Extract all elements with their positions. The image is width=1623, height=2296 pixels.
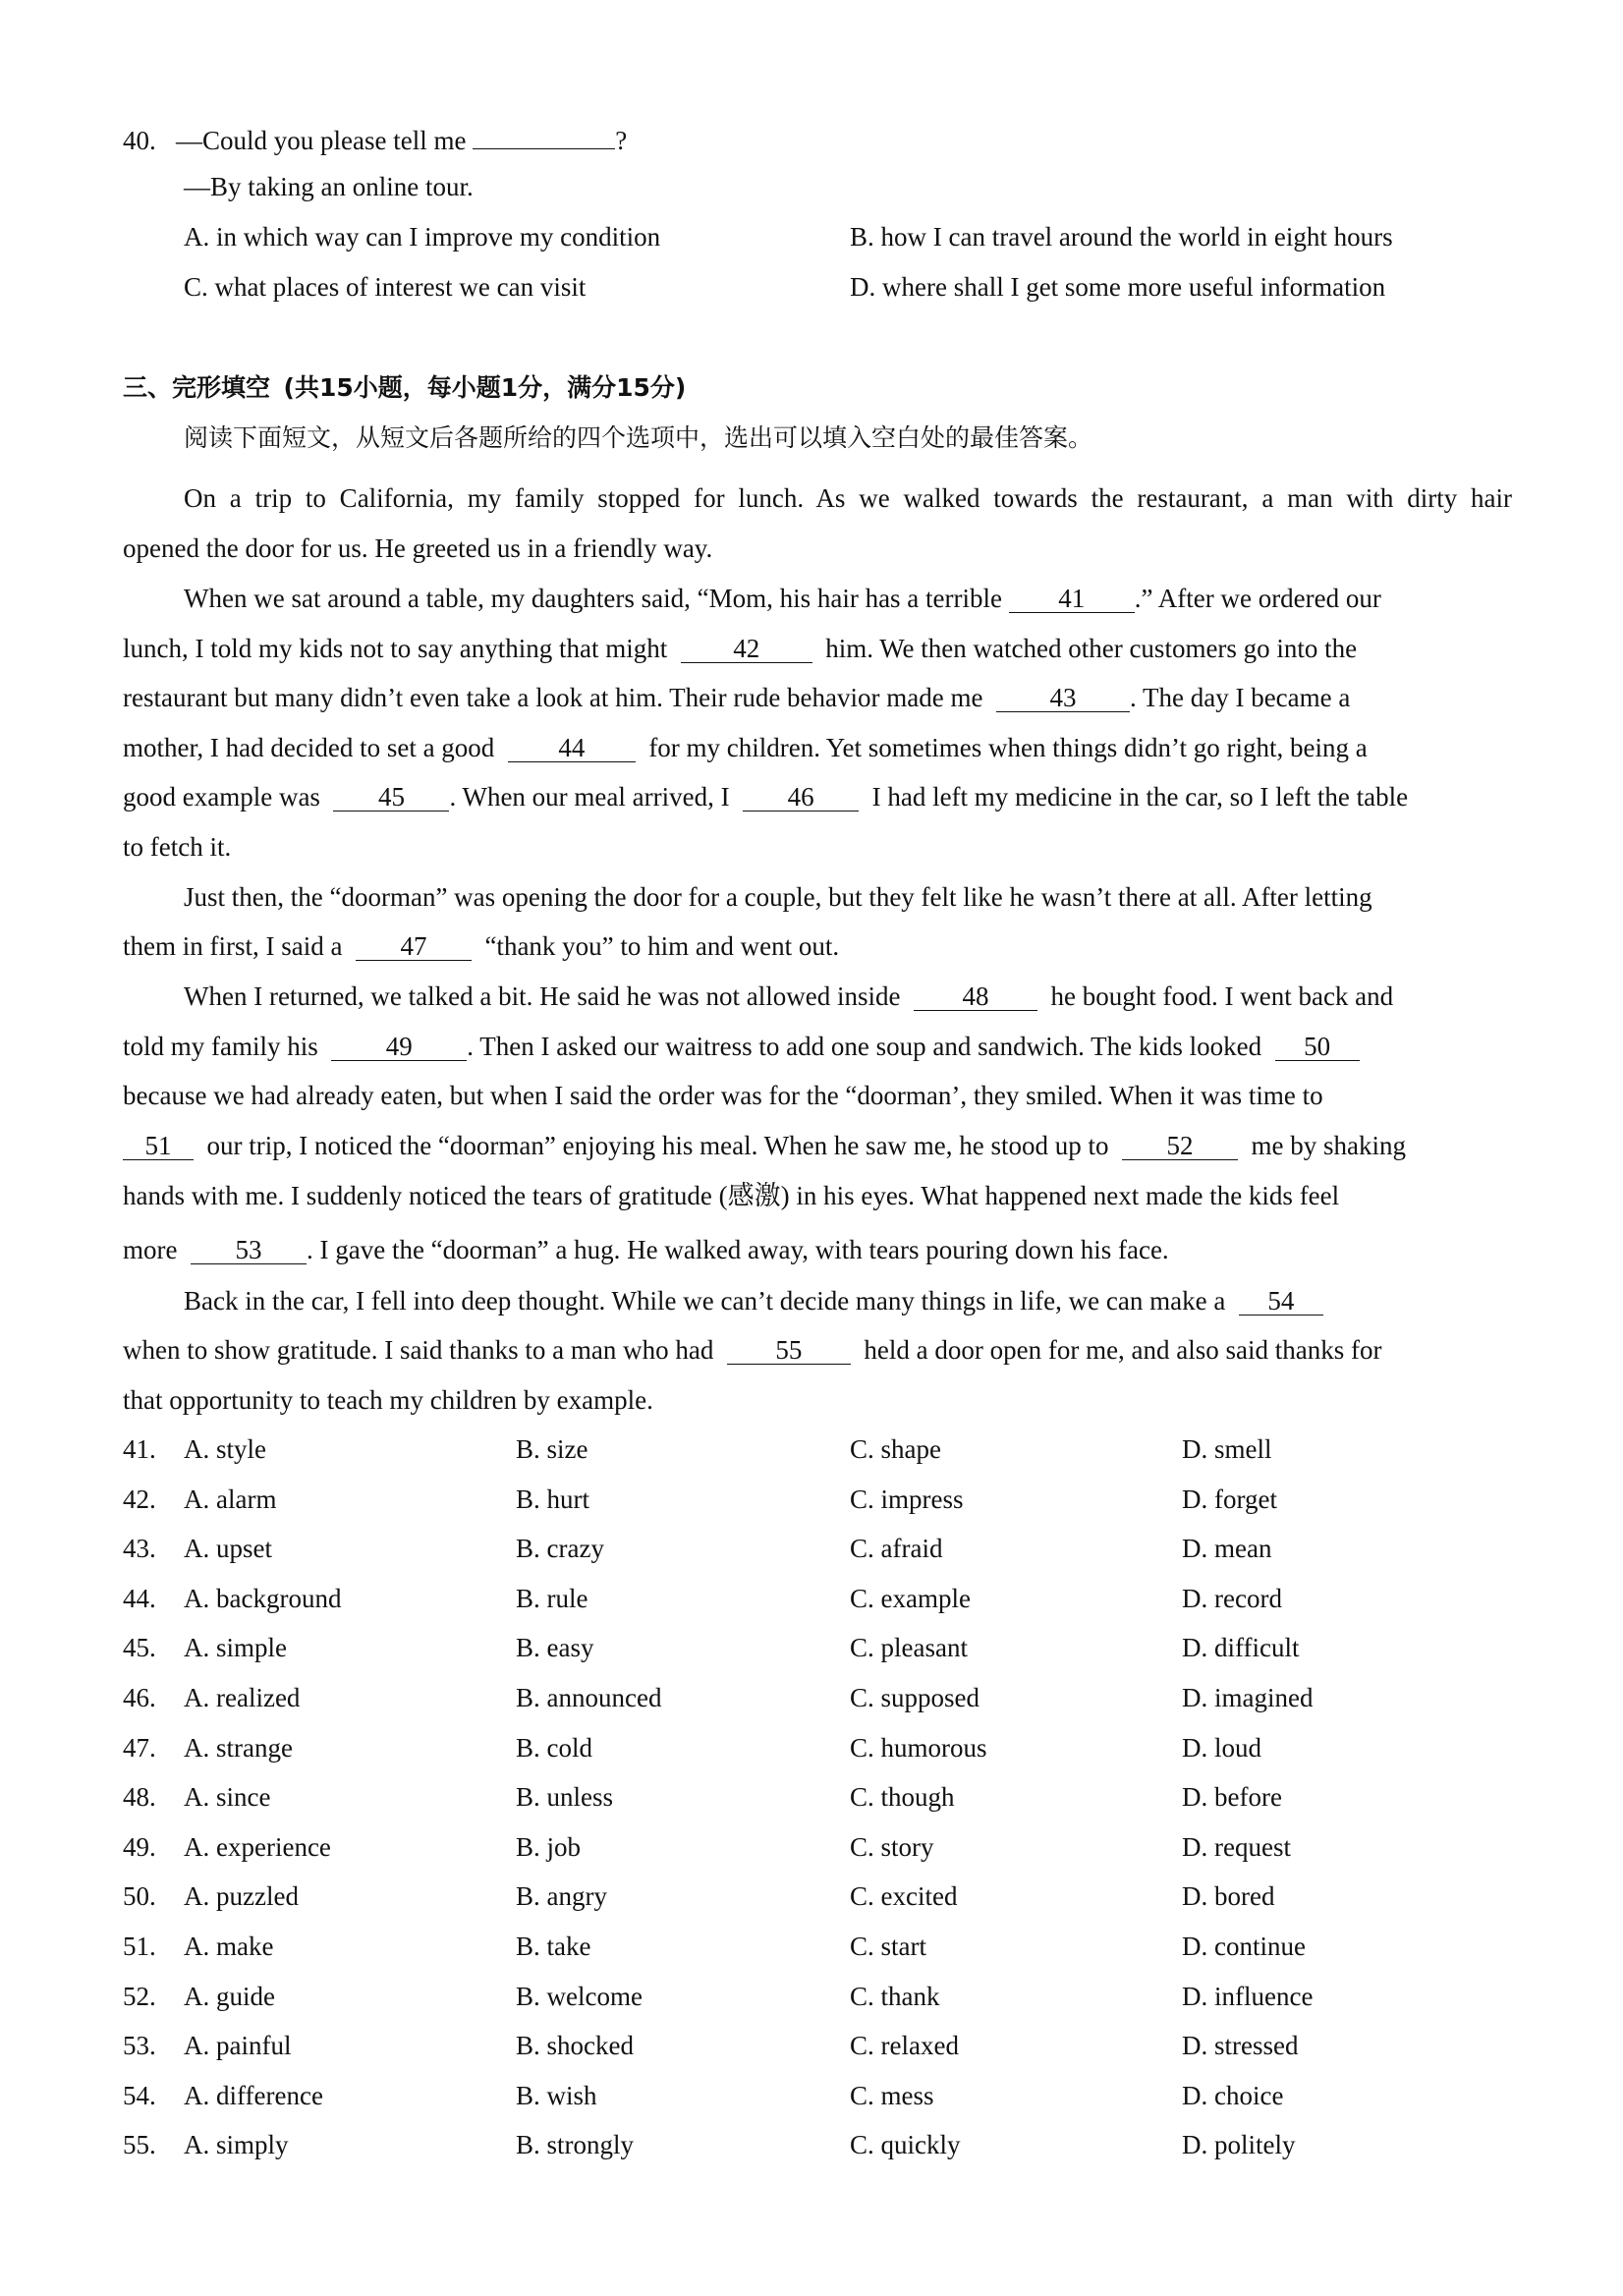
passage-line: them in first, I said a 47 “thank you” to him and went out.: [123, 931, 840, 961]
option-d: D. stressed: [1182, 2031, 1299, 2060]
question-number: 41.: [123, 1434, 156, 1464]
passage-line: Back in the car, I fell into deep thought. While we can’t decide many things in life, we can make a 54: [184, 1284, 1323, 1317]
option-d: D. mean: [1182, 1534, 1272, 1563]
question-number: 50.: [123, 1881, 156, 1911]
option-b: B. easy: [516, 1633, 594, 1662]
option-d: D. bored: [1182, 1881, 1275, 1911]
passage-line: On a trip to California, my family stopped for lunch. As we walked towards the restaurant, a man with dirty hair: [184, 483, 1512, 513]
option-c: C. humorous: [850, 1733, 987, 1763]
option-a: A. style: [184, 1434, 266, 1464]
option-c: C. thank: [850, 1982, 940, 2011]
blank-47: 47: [356, 932, 472, 961]
q40-stem: [123, 121, 627, 157]
option-d: D. politely: [1182, 2130, 1296, 2159]
question-number: 47.: [123, 1733, 156, 1763]
option-b: B. strongly: [516, 2130, 635, 2159]
option-c: C. afraid: [850, 1534, 943, 1563]
question-number: 51.: [123, 1932, 156, 1961]
blank-46: 46: [743, 783, 859, 812]
passage-line: more 53 . I gave the “doorman” a hug. He walked away, with tears pouring down his face.: [123, 1235, 1169, 1264]
q40-option-b: B. how I can travel around the world in eight hours: [850, 222, 1393, 252]
question-number: 48.: [123, 1782, 156, 1812]
passage-line: opened the door for us. He greeted us in a friendly way.: [123, 533, 713, 563]
option-a: A. simple: [184, 1633, 287, 1662]
option-b: B. rule: [516, 1584, 588, 1613]
passage-line: Just then, the “doorman” was opening the door for a couple, but they felt like he wasn’t there at all. After letting: [184, 882, 1372, 912]
option-c: C. relaxed: [850, 2031, 959, 2060]
q40-blank: [473, 121, 615, 149]
q40-stem-text: —Could you please tell me: [176, 126, 467, 155]
option-c: C. supposed: [850, 1683, 980, 1712]
blank-42: 42: [681, 635, 812, 663]
section-heading-prefix: 三、完形填空: [123, 373, 271, 402]
q40-option-d: D. where shall I get some more useful information: [850, 272, 1386, 302]
blank-44: 44: [508, 734, 636, 762]
blank-55: 55: [727, 1336, 851, 1365]
question-number: 44.: [123, 1584, 156, 1613]
q40-stem-end: ?: [615, 126, 628, 155]
option-d: D. request: [1182, 1832, 1291, 1862]
option-d: D. before: [1182, 1782, 1282, 1812]
question-number: 54.: [123, 2081, 156, 2110]
option-b: B. announced: [516, 1683, 662, 1712]
option-a: A. difference: [184, 2081, 323, 2110]
question-number: 43.: [123, 1534, 156, 1563]
option-a: A. since: [184, 1782, 271, 1812]
option-c: C. excited: [850, 1881, 958, 1911]
option-a: A. alarm: [184, 1484, 277, 1514]
question-number: 42.: [123, 1484, 156, 1514]
option-d: D. forget: [1182, 1484, 1277, 1514]
option-c: C. impress: [850, 1484, 964, 1514]
option-a: A. painful: [184, 2031, 292, 2060]
option-b: B. job: [516, 1832, 582, 1862]
passage-line: When I returned, we talked a bit. He said he was not allowed inside 48 he bought food. I went back and: [184, 981, 1394, 1011]
option-b: B. angry: [516, 1881, 607, 1911]
option-a: A. experience: [184, 1832, 331, 1862]
option-a: A. puzzled: [184, 1881, 299, 1911]
option-c: C. example: [850, 1584, 971, 1613]
passage-line: good example was 45 . When our meal arrived, I 46 I had left my medicine in the car, so I left the table: [123, 782, 1409, 812]
blank-45: 45: [333, 783, 449, 812]
option-d: D. difficult: [1182, 1633, 1300, 1662]
question-number: 52.: [123, 1982, 156, 2011]
blank-41: 41: [1009, 585, 1135, 613]
blank-53: 53: [191, 1236, 307, 1264]
blank-50: 50: [1275, 1033, 1360, 1061]
passage-line: When we sat around a table, my daughters said, “Mom, his hair has a terrible 41 .” After we ordered our: [184, 584, 1381, 613]
option-c: C. story: [850, 1832, 934, 1862]
blank-49: 49: [331, 1033, 467, 1061]
option-c: C. mess: [850, 2081, 934, 2110]
option-b: B. crazy: [516, 1534, 604, 1563]
option-b: B. size: [516, 1434, 588, 1464]
section-heading-detail: (共15小题，每小题1分，满分15分): [283, 373, 687, 402]
option-a: A. make: [184, 1932, 274, 1961]
option-b: B. wish: [516, 2081, 597, 2110]
passage-line: mother, I had decided to set a good 44 for my children. Yet sometimes when things didn’t go right, being a: [123, 733, 1368, 762]
blank-54: 54: [1239, 1287, 1323, 1316]
option-c: C. pleasant: [850, 1633, 968, 1662]
question-number: 55.: [123, 2130, 156, 2159]
option-d: D. imagined: [1182, 1683, 1314, 1712]
option-b: B. shocked: [516, 2031, 634, 2060]
question-number: 49.: [123, 1832, 156, 1862]
question-number: 45.: [123, 1633, 156, 1662]
option-b: B. hurt: [516, 1484, 590, 1514]
option-d: D. influence: [1182, 1982, 1314, 2011]
passage-line: restaurant but many didn’t even take a look at him. Their rude behavior made me 43 . The day I became a: [123, 683, 1351, 712]
passage-line: 51 our trip, I noticed the “doorman” enjoying his meal. When he saw me, he stood up to 52 me by shaking: [123, 1129, 1406, 1162]
question-number: 53.: [123, 2031, 156, 2060]
blank-48: 48: [914, 982, 1037, 1011]
section-instruction: 阅读下面短文，从短文后各题所给的四个选项中，选出可以填入空白处的最佳答案。: [184, 423, 1093, 452]
passage-line: lunch, I told my kids not to say anything that might 42 him. We then watched other customers go into the: [123, 634, 1358, 663]
option-d: D. continue: [1182, 1932, 1306, 1961]
passage-line: to fetch it.: [123, 832, 232, 862]
option-c: C. though: [850, 1782, 955, 1812]
option-a: A. upset: [184, 1534, 272, 1563]
blank-43: 43: [996, 684, 1130, 712]
q40-reply: —By taking an online tour.: [184, 172, 474, 201]
option-d: D. record: [1182, 1584, 1282, 1613]
q40-option-a: A. in which way can I improve my condition: [184, 222, 661, 252]
passage-line: told my family his 49 . Then I asked our waitress to add one soup and sandwich. The kids looked 50: [123, 1030, 1360, 1063]
q40-option-c: C. what places of interest we can visit: [184, 272, 587, 302]
option-b: B. take: [516, 1932, 591, 1961]
option-d: D. loud: [1182, 1733, 1261, 1763]
passage-line: when to show gratitude. I said thanks to a man who had 55 held a door open for me, and also said thanks for: [123, 1335, 1382, 1365]
option-a: A. strange: [184, 1733, 293, 1763]
blank-52: 52: [1122, 1132, 1238, 1160]
passage-line: because we had already eaten, but when I said the order was for the “doorman’, they smiled. When it was time to: [123, 1081, 1323, 1110]
option-c: C. quickly: [850, 2130, 961, 2159]
option-c: C. shape: [850, 1434, 941, 1464]
passage-line: that opportunity to teach my children by example.: [123, 1385, 653, 1415]
option-b: B. welcome: [516, 1982, 643, 2011]
option-a: A. simply: [184, 2130, 289, 2159]
option-b: B. unless: [516, 1782, 614, 1812]
option-a: A. background: [184, 1584, 342, 1613]
option-a: A. realized: [184, 1683, 301, 1712]
q40-number: 40.: [123, 126, 156, 155]
option-b: B. cold: [516, 1733, 592, 1763]
section-heading: [123, 370, 686, 405]
blank-51: 51: [123, 1132, 194, 1160]
option-d: D. smell: [1182, 1434, 1272, 1464]
option-a: A. guide: [184, 1982, 275, 2011]
question-number: 46.: [123, 1683, 156, 1712]
option-d: D. choice: [1182, 2081, 1284, 2110]
option-c: C. start: [850, 1932, 926, 1961]
passage-line: hands with me. I suddenly noticed the tears of gratitude (感激) in his eyes. What happened next made the kids feel: [123, 1181, 1340, 1210]
